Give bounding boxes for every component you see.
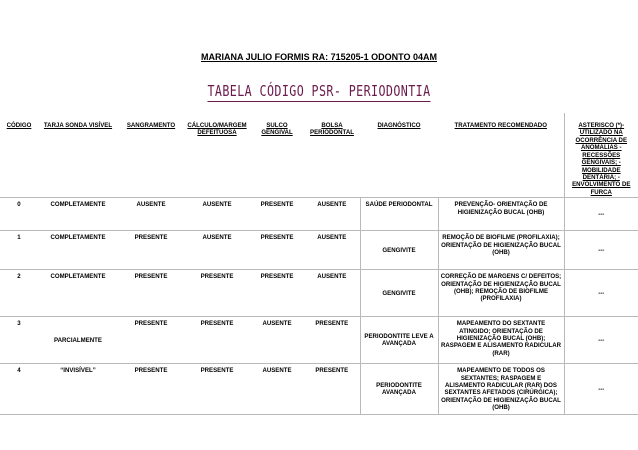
cell-diagnostico: PERIODONTITE LEVE A AVANÇADA <box>360 317 438 364</box>
cell-sangramento: PRESENTE <box>118 317 184 364</box>
cell-tratamento: PREVENÇÃO- ORIENTAÇÃO DE HIGIENIZAÇÃO BUCAL (OHB) <box>438 198 564 231</box>
cell-bolsa: AUSENTE <box>304 198 360 231</box>
cell-codigo: 1 <box>0 231 38 270</box>
cell-bolsa: PRESENTE <box>304 364 360 415</box>
cell-sangramento: PRESENTE <box>118 231 184 270</box>
header-diagnostico: DIAGNÓSTICO <box>360 113 438 198</box>
cell-bolsa: PRESENTE <box>304 317 360 364</box>
cell-tarja: COMPLETAMENTE <box>38 231 118 270</box>
cell-tratamento: REMOÇÃO DE BIOFILME (PROFILAXIA); ORIENTAÇÃO DE HIGIENIZAÇÃO BUCAL (OHB) <box>438 231 564 270</box>
table-row <box>0 317 638 364</box>
cell-tratamento: MAPEAMENTO DE TODOS OS SEXTANTES; RASPAGEM E ALISAMENTO RADICULAR (RAR) DOS SEXTANTES AFETADOS (CIRÚRGICA); ORIENTAÇÃO DE HIGIENIZAÇÃO BUCAL (OHB) <box>438 364 564 415</box>
cell-calculo: PRESENTE <box>184 317 250 364</box>
cell-sangramento: PRESENTE <box>118 270 184 317</box>
document-title <box>70 82 568 100</box>
cell-sulco: PRESENTE <box>250 270 304 317</box>
cell-bolsa: AUSENTE <box>304 231 360 270</box>
cell-codigo: 0 <box>0 198 38 231</box>
cell-sangramento: AUSENTE <box>118 198 184 231</box>
cell-tarja: PARCIALMENTE <box>38 317 118 364</box>
cell-asterisco: --- <box>564 317 638 364</box>
cell-asterisco: --- <box>564 270 638 317</box>
cell-tratamento: CORREÇÃO DE MARGENS C/ DEFEITOS; ORIENTAÇÃO DE HIGIENIZAÇÃO BUCAL (OHB); REMOÇÃO DE BIOFILME (PROFILAXIA) <box>438 270 564 317</box>
table-row <box>0 198 638 231</box>
cell-diagnostico: SAÚDE PERIODONTAL <box>360 198 438 231</box>
header-tratamento: TRATAMENTO RECOMENDADO <box>438 113 564 198</box>
table-row <box>0 231 638 270</box>
header-calculo: CÁLCULO/MARGEM DEFEITUOSA <box>184 113 250 198</box>
header-asterisco: ASTERISCO (*)- UTILIZADO NA OCORRÊNCIA DE ANOMALIAS -RECESSÕES GENGIVAIS; -MOBILIDADE DENTÁRIA; -ENVOLVIMENTO DE FURCA <box>564 113 638 198</box>
header-tarja: TARJA SONDA VISÍVEL <box>38 113 118 198</box>
table-row <box>0 270 638 317</box>
cell-codigo: 4 <box>0 364 38 415</box>
cell-diagnostico: PERIODONTITE AVANÇADA <box>360 364 438 415</box>
header-bolsa: BOLSA PERIODONTAL <box>304 113 360 198</box>
document-title-text: TABELA CÓDIGO PSR- PERIODONTIA <box>207 82 431 100</box>
cell-asterisco: --- <box>564 231 638 270</box>
cell-codigo: 3 <box>0 317 38 364</box>
cell-calculo: PRESENTE <box>184 364 250 415</box>
cell-tarja: COMPLETAMENTE <box>38 270 118 317</box>
cell-tarja: “INVISÍVEL” <box>38 364 118 415</box>
cell-calculo: AUSENTE <box>184 231 250 270</box>
header-codigo: CÓDIGO <box>0 113 38 198</box>
header-sulco: SULCO GENGIVAL <box>250 113 304 198</box>
table-header-row <box>0 113 638 198</box>
table-row <box>0 364 638 415</box>
cell-sulco: PRESENTE <box>250 231 304 270</box>
author-line: MARIANA JULIO FORMIS RA: 715205-1 ODONTO 04AM <box>200 52 438 62</box>
cell-calculo: PRESENTE <box>184 270 250 317</box>
cell-codigo: 2 <box>0 270 38 317</box>
cell-calculo: AUSENTE <box>184 198 250 231</box>
cell-tratamento: MAPEAMENTO DO SEXTANTE ATINGIDO; ORIENTAÇÃO DE HIGIENIZAÇÃO BUCAL (OHB); RASPAGEM E ALISAMENTO RADICULAR (RAR) <box>438 317 564 364</box>
header-sangramento: SANGRAMENTO <box>118 113 184 198</box>
cell-sangramento: PRESENTE <box>118 364 184 415</box>
cell-bolsa: AUSENTE <box>304 270 360 317</box>
cell-sulco: AUSENTE <box>250 317 304 364</box>
cell-diagnostico: GENGIVITE <box>360 270 438 317</box>
cell-sulco: AUSENTE <box>250 364 304 415</box>
cell-sulco: PRESENTE <box>250 198 304 231</box>
psr-table <box>0 113 638 415</box>
cell-asterisco: --- <box>564 198 638 231</box>
cell-tarja: COMPLETAMENTE <box>38 198 118 231</box>
cell-asterisco: --- <box>564 364 638 415</box>
cell-diagnostico: GENGIVITE <box>360 231 438 270</box>
